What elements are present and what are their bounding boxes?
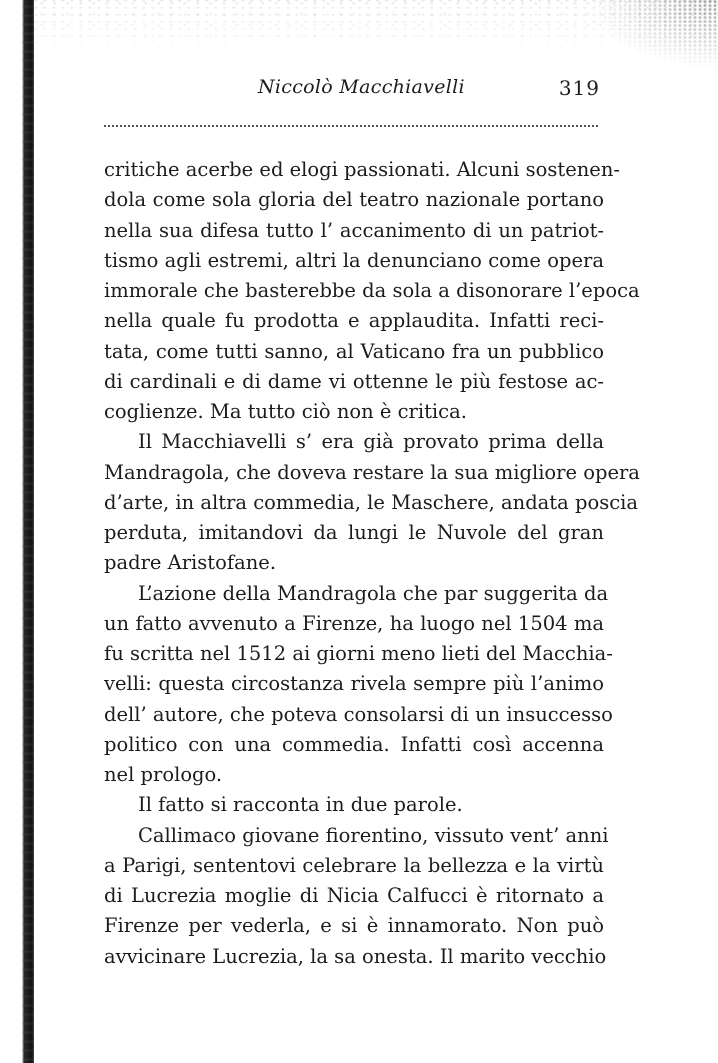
body-text xyxy=(104,155,640,972)
text-line: tismo agli estremi, altri la denunciano come opera xyxy=(104,248,604,272)
text-line: a Parigi, sententovi celebrare la bellezza e la virtù xyxy=(104,853,604,877)
text-line: politico con una commedia. Infatti così accenna xyxy=(104,732,604,756)
page-binding-edge xyxy=(0,0,34,1063)
text-line: dell’ autore, che poteva consolarsi di un insuccesso xyxy=(104,702,613,726)
header-divider xyxy=(104,125,598,127)
text-line: nella sua difesa tutto l’ accanimento di un patriot- xyxy=(104,218,604,242)
text-line: d’arte, in altra commedia, le Maschere, andata poscia xyxy=(104,490,638,514)
running-title: Niccolò Macchiavelli xyxy=(258,76,465,98)
text-line: perduta, imitandovi da lungi le Nuvole del gran xyxy=(104,521,604,544)
text-line: nella quale fu prodotta e applaudita. Infatti reci- xyxy=(104,309,604,333)
text-line: Il Macchiavelli s’ era già provato prima della xyxy=(138,430,604,454)
text-line: nel prologo. xyxy=(104,763,223,786)
page-header xyxy=(104,76,604,110)
text-line: critiche acerbe ed elogi passionati. Alcuni sostenen- xyxy=(104,158,620,181)
text-line: un fatto avvenuto a Firenze, ha luogo nel 1504 ma xyxy=(104,611,604,635)
page-number: 319 xyxy=(558,76,600,100)
text-line: dola come sola gloria del teatro nazionale portano xyxy=(104,188,604,212)
scan-noise-corner xyxy=(588,0,718,70)
text-line: avvicinare Lucrezia, la sa onesta. Il marito vecchio xyxy=(104,944,607,968)
text-line: Firenze per vederla, e si è innamorato. Non può xyxy=(104,914,604,938)
text-line: Il fatto si racconta in due parole. xyxy=(138,793,463,817)
text-line: velli: questa circostanza rivela sempre più l’animo xyxy=(104,672,604,696)
text-line: Callimaco giovane fiorentino, vissuto vent’ anni xyxy=(138,823,609,847)
text-line: padre Aristofane. xyxy=(104,551,277,575)
text-line: fu scritta nel 1512 ai giorni meno lieti del Macchia- xyxy=(104,642,613,665)
text-line: Mandragola, che doveva restare la sua migliore opera xyxy=(104,460,640,484)
text-line: di Lucrezia moglie di Nicia Calfucci è ritornato a xyxy=(104,884,604,907)
text-line: coglienze. Ma tutto ciò non è critica. xyxy=(104,400,467,423)
text-line: L’azione della Mandragola che par suggerita da xyxy=(138,581,609,605)
text-line: immorale che basterebbe da sola a disonorare l’epoca xyxy=(104,279,640,302)
text-line: tata, come tutti sanno, al Vaticano fra un pubblico xyxy=(104,339,604,363)
text-line: di cardinali e di dame vi ottenne le più festose ac- xyxy=(104,369,604,393)
